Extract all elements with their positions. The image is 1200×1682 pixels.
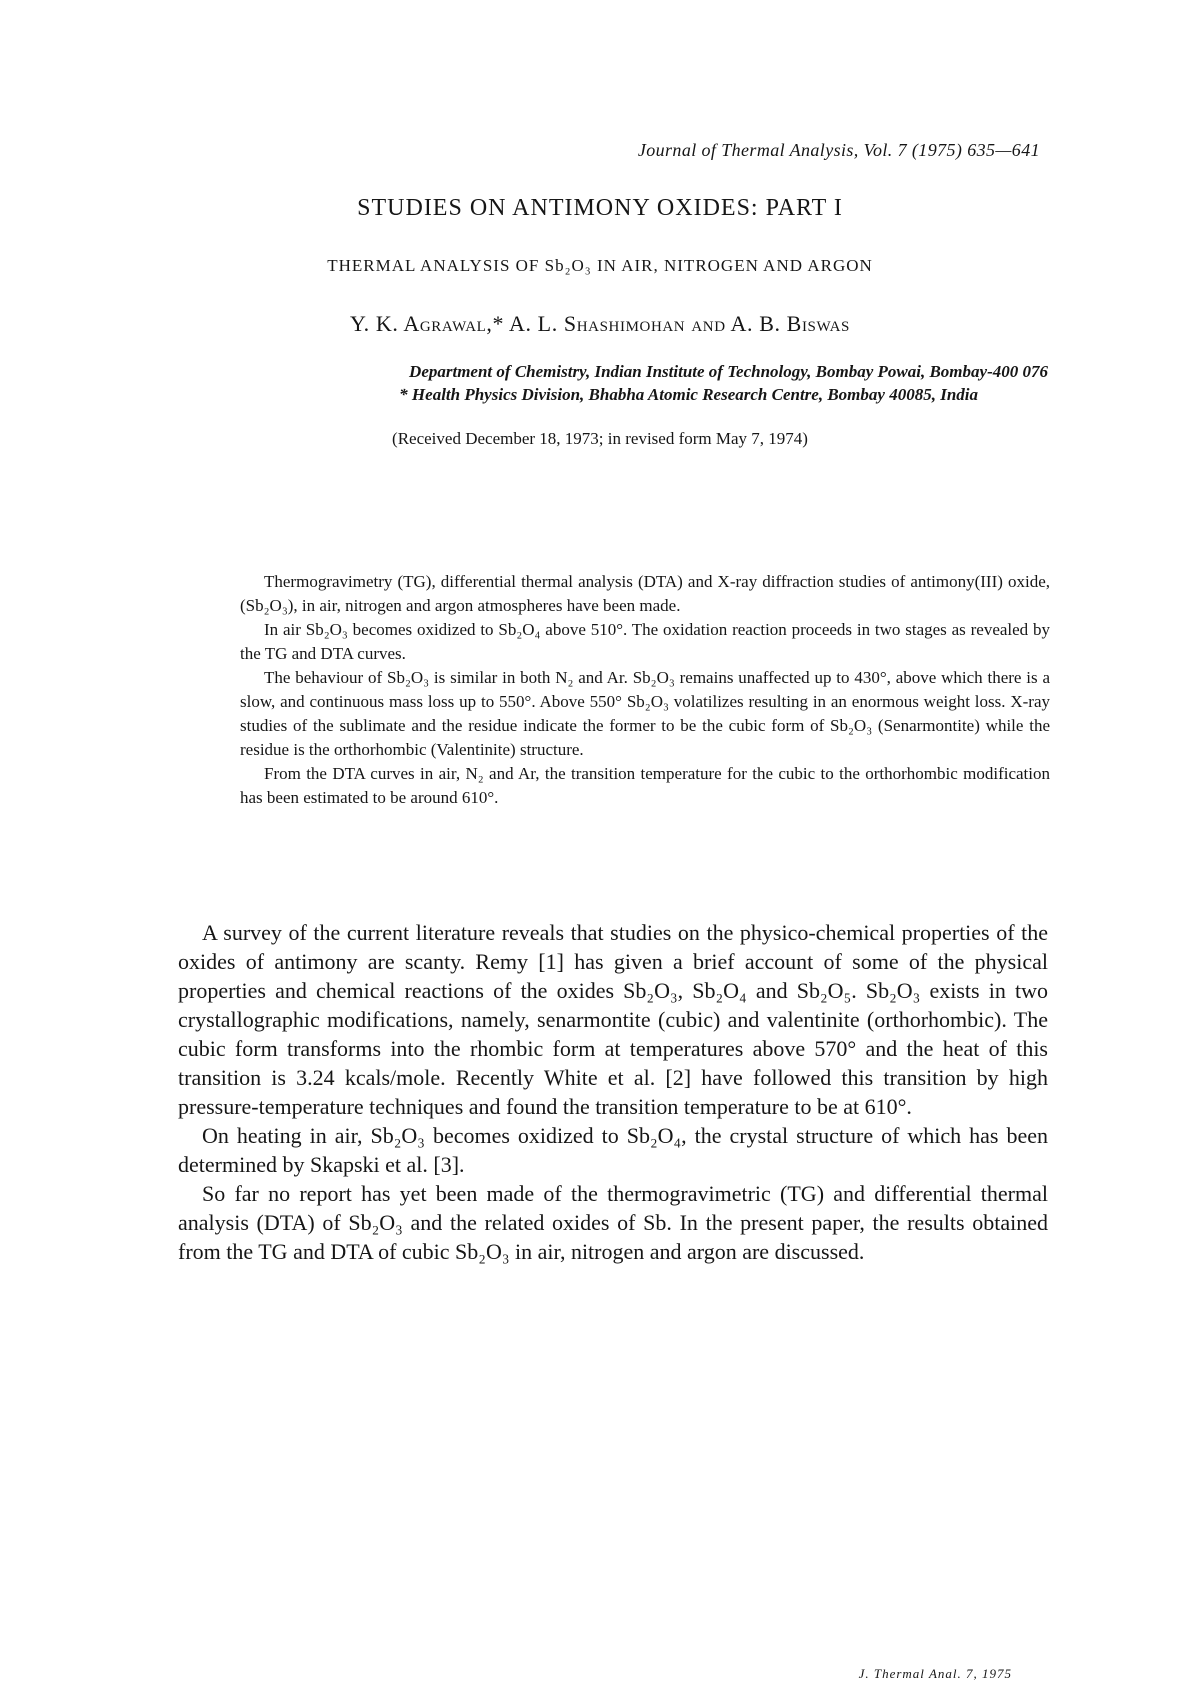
paper-subtitle: THERMAL ANALYSIS OF Sb₂O₃ IN AIR, NITROGEN AND ARGON (327, 256, 873, 275)
body-paragraph: On heating in air, Sb₂O₃ becomes oxidized to Sb₂O₄, the crystal structure of which has been determined by Skapski et al. [3]. (178, 1123, 1048, 1177)
author-list: Y. K. Agrawal,* A. L. Shashimohan and A. B. Biswas (350, 311, 850, 336)
abstract-paragraph: In air Sb₂O₃ becomes oxidized to Sb₂O₄ above 510°. The oxidation reaction proceeds in two stages as revealed by the TG and DTA curves. (240, 620, 1050, 663)
paper-title: STUDIES ON ANTIMONY OXIDES: PART I (357, 195, 843, 221)
affiliation-secondary: * Health Physics Division, Bhabha Atomic Research Centre, Bombay 40085, India (399, 385, 978, 404)
abstract (240, 570, 1050, 810)
journal-header: Journal of Thermal Analysis, Vol. 7 (1975) 635—641 (637, 140, 1040, 160)
abstract-paragraph: From the DTA curves in air, N₂ and Ar, the transition temperature for the cubic to the orthorhombic modification has been estimated to be around 610°. (240, 764, 1050, 807)
abstract-paragraph: Thermogravimetry (TG), differential thermal analysis (DTA) and X-ray diffraction studies of antimony(III) oxide, (Sb₂O₃), in air, nitrogen and argon atmospheres have been made. (240, 572, 1050, 615)
body-text (178, 918, 1048, 1266)
received-date: (Received December 18, 1973; in revised form May 7, 1974) (392, 429, 808, 448)
body-paragraph: A survey of the current literature reveals that studies on the physico-chemical properties of the oxides of antimony are scanty. Remy [1] has given a brief account of some of the physical properties and chemical reactions of the oxides Sb₂O₃, Sb₂O₄ and Sb₂O₅. Sb₂O₃ exists in two crystallographic modifications, namely, senarmontite (cubic) and valentinite (orthorhombic). The cubic form transforms into the rhombic form at temperatures above 570° and the heat of this transition is 3.24 kcals/mole. Recently White et al. [2] have followed this transition by high pressure-temperature techniques and found the transition temperature to be at 610°. (178, 920, 1048, 1119)
page-footer: J. Thermal Anal. 7, 1975 (858, 1666, 1012, 1681)
abstract-paragraph: The behaviour of Sb₂O₃ is similar in both N₂ and Ar. Sb₂O₃ remains unaffected up to 430°, above which there is a slow, and continuous mass loss up to 550°. Above 550° Sb₂O₃ volatilizes resulting in an enormous weight loss. X-ray studies of the sublimate and the residue indicate the former to be the cubic form of Sb₂O₃ (Senarmontite) while the residue is the orthorhombic (Valentinite) structure. (240, 668, 1050, 759)
affiliation-primary: Department of Chemistry, Indian Institute of Technology, Bombay Powai, Bombay-400 076 (409, 362, 1048, 381)
body-paragraph: So far no report has yet been made of the thermogravimetric (TG) and differential thermal analysis (DTA) of Sb₂O₃ and the related oxides of Sb. In the present paper, the results obtained from the TG and DTA of cubic Sb₂O₃ in air, nitrogen and argon are discussed. (178, 1181, 1048, 1264)
